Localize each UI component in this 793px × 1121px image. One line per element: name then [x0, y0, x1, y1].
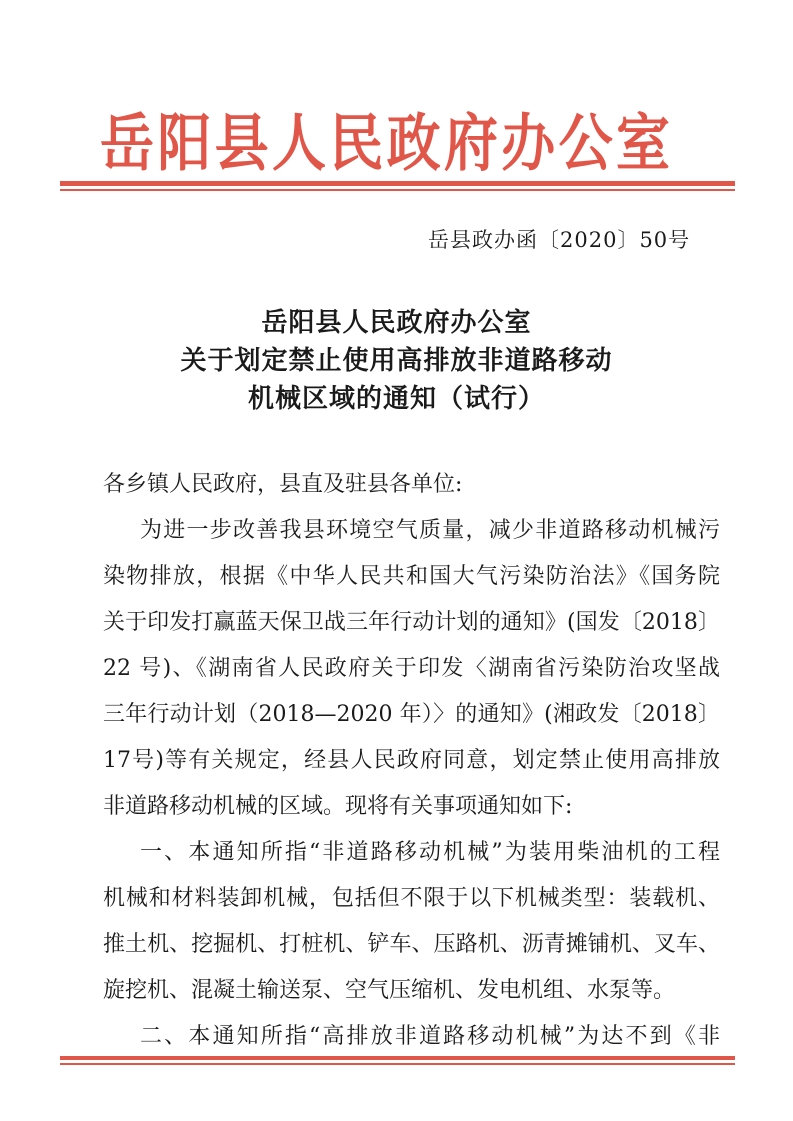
body-line: 机械和材料装卸机械，包括但不限于以下机械类型：装载机、 [103, 886, 720, 911]
body-line: 二、本通知所指“高排放非道路移动机械”为达不到《非 [140, 1024, 720, 1049]
red-rule-thin [60, 189, 735, 191]
body-line: 一、本通知所指“非道路移动机械”为装用柴油机的工程 [140, 840, 720, 865]
masthead-char: 岳 [100, 106, 154, 179]
body-line: 17号)等有关规定，经县人民政府同意，划定禁止使用高排放 [103, 748, 720, 773]
document-title-line: 岳阳县人民政府办公室 [261, 308, 532, 338]
body-line: 22 号)、《湖南省人民政府关于印发〈湖南省污染防治攻坚战 [103, 656, 720, 681]
body-line: 三年行动计划（2018—2020 年）〉的通知》(湘政发〔2018〕 [103, 702, 720, 727]
masthead-char: 县 [214, 106, 269, 179]
masthead-char: 公 [558, 106, 613, 179]
document-number: 岳县政办函〔2020〕50号 [428, 228, 691, 252]
masthead-char: 政 [386, 106, 441, 179]
masthead-char: 室 [615, 106, 670, 179]
masthead-char: 阳 [157, 106, 212, 179]
red-rule-bottom-thin [60, 1063, 735, 1065]
document-title-line: 机械区域的通知（试行） [247, 384, 545, 414]
red-rule-bottom-thick [60, 1056, 735, 1060]
body-line: 旋挖机、混凝土输送泵、空气压缩机、发电机组、水泵等。 [103, 978, 676, 1003]
masthead-char: 人 [271, 106, 326, 179]
document-title-line: 关于划定禁止使用高排放非道路移动 [180, 346, 613, 376]
masthead-char: 民 [329, 106, 384, 179]
red-rule-thick [60, 181, 735, 186]
body-line: 推土机、挖掘机、打桩机、铲车、压路机、沥青摊铺机、叉车、 [103, 932, 720, 957]
masthead-char: 办 [501, 106, 556, 179]
body-line: 染物排放，根据《中华人民共和国大气污染防治法》《国务院 [103, 564, 720, 589]
salutation: 各乡镇人民政府，县直及驻县各单位: [103, 472, 463, 497]
body-line: 关于印发打赢蓝天保卫战三年行动计划的通知》(国发〔2018〕 [103, 610, 720, 635]
body-line: 为进一步改善我县环境空气质量，减少非道路移动机械污 [140, 518, 720, 543]
body-line: 非道路移动机械的区域。现将有关事项通知如下: [103, 794, 573, 819]
masthead-char: 府 [443, 106, 498, 179]
masthead-org-name [100, 98, 670, 178]
